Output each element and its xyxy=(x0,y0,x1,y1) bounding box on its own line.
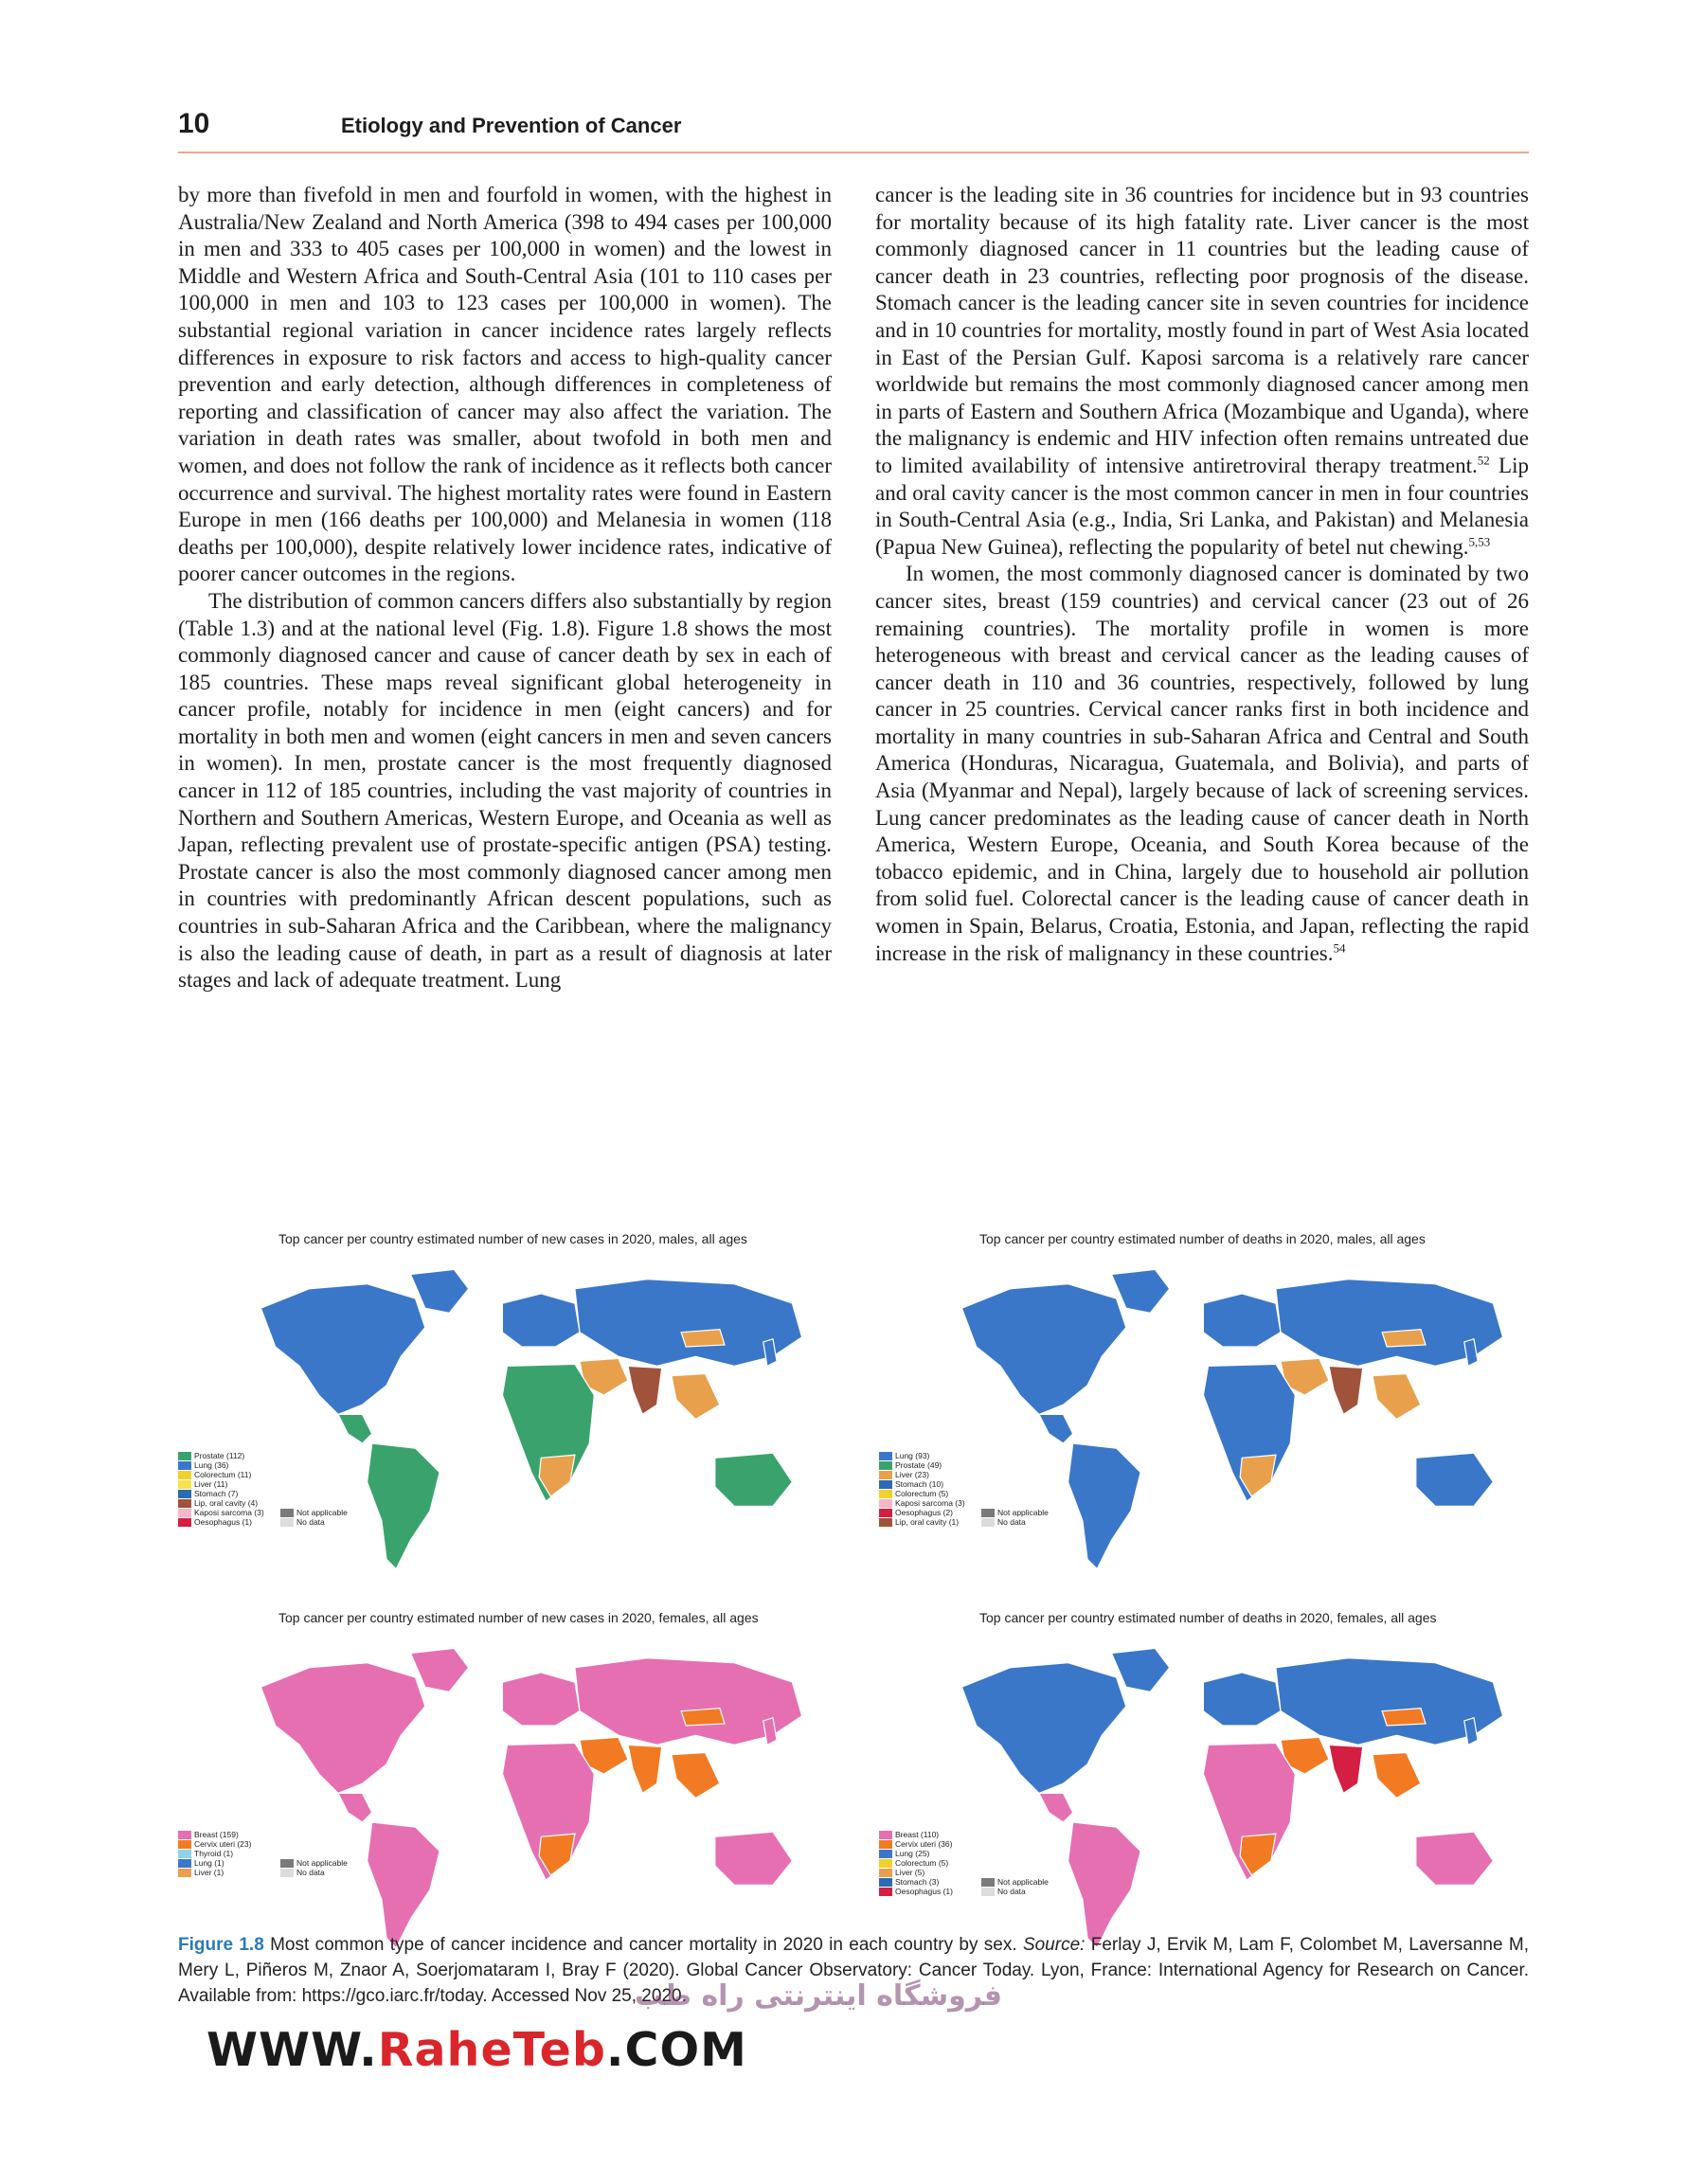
legend-label: Not applicable xyxy=(296,1858,348,1868)
country-region-greenland xyxy=(411,1269,469,1313)
legend-item xyxy=(879,1451,965,1460)
legend-swatch xyxy=(981,1509,995,1517)
legend-label: Oesophagus (1) xyxy=(895,1887,953,1896)
legend-swatch xyxy=(280,1509,294,1517)
legend-swatch xyxy=(280,1859,294,1868)
country-region-southeast-asia xyxy=(1373,1374,1421,1420)
legend-swatch xyxy=(879,1888,892,1896)
legend-item xyxy=(280,1868,348,1877)
legend-swatch xyxy=(879,1471,892,1479)
country-region-south-america xyxy=(368,1822,440,1948)
legend-item xyxy=(178,1517,264,1527)
country-region-mongolia xyxy=(681,1709,725,1726)
legend-item xyxy=(879,1479,965,1489)
country-region-mongolia xyxy=(1382,1330,1426,1347)
legend-label: Not applicable xyxy=(997,1877,1049,1887)
map-legend-extra xyxy=(280,1508,348,1527)
country-region-southeast-asia xyxy=(1373,1753,1421,1799)
legend-swatch xyxy=(879,1518,892,1527)
country-region-north-america xyxy=(961,1663,1125,1794)
legend-item xyxy=(178,1508,264,1517)
legend-swatch xyxy=(879,1452,892,1460)
legend-label: Lung (25) xyxy=(895,1849,930,1858)
legend-item xyxy=(879,1489,965,1498)
legend-label: Colorectum (5) xyxy=(895,1858,949,1868)
country-region-greenland xyxy=(1112,1269,1170,1313)
legend-swatch xyxy=(280,1518,294,1527)
caption-source-text: Ferlay J, Ervik M, Lam F, Colombet M, Laversanne M, Mery L, Piñeros M, Znaor A, Soerjomataram I, Bray F (2020). Global Cancer Observatory: Cancer Today. Lyon, France: International Agency for Research on Cancer. Available from: https://gco.iarc.fr/today. Accessed Nov 25, 2020. xyxy=(178,1935,1529,2006)
map-title: Top cancer per country estimated number of deaths in 2020, females, all ages xyxy=(979,1610,1437,1625)
world-map xyxy=(174,1610,837,1960)
paragraph: by more than fivefold in men and fourfold in women, with the highest in Australia/New Zealand and North America (398 to 494 cases per 100,000 in men and 333 to 405 cases per 100,000 in women) and the lowest in Middle and Western Africa and South-Central Asia (101 to 110 cases per 100,000 in men and 103 to 123 cases per 100,000 in women). The substantial regional variation in cancer incidence rates largely reflects differences in exposure to risk factors and access to high-quality cancer prevention and early detection, although differences in completeness of reporting and classification of cancer may also affect the variation. The variation in death rates was smaller, about twofold in both men and women, and does not follow the rank of incidence as it reflects both cancer occurrence and survival. The highest mortality rates were found in Eastern Europe in men (166 deaths per 100,000) and Melanesia in women (118 deaths per 100,000), despite relatively lower incidence rates, indicative of poorer cancer outcomes in the regions. xyxy=(178,183,832,586)
country-region-australia xyxy=(715,1453,793,1506)
legend-swatch xyxy=(178,1840,191,1849)
figure-label: Figure 1.8 xyxy=(178,1935,264,1955)
legend-label: Prostate (49) xyxy=(895,1460,942,1470)
legend-item xyxy=(178,1460,264,1470)
country-region-australia xyxy=(1416,1832,1494,1885)
legend-item xyxy=(178,1849,251,1858)
country-region-central-america xyxy=(338,1793,372,1822)
legend-label: Stomach (3) xyxy=(895,1877,940,1887)
legend-swatch xyxy=(178,1461,191,1470)
world-map xyxy=(174,1231,837,1582)
legend-swatch xyxy=(879,1509,892,1517)
text-column-left xyxy=(178,182,832,994)
caption-text: Most common type of cancer incidence and cancer mortality in 2020 in each country by sex. xyxy=(270,1935,1023,1955)
legend-swatch xyxy=(280,1869,294,1877)
country-region-central-america xyxy=(338,1414,372,1443)
legend-item xyxy=(981,1508,1049,1517)
paragraph: The distribution of common cancers differs also substantially by region (Table 1.3) and at the national level (Fig. 1.8). Figure 1.8 shows the most commonly diagnosed cancer and cause of cancer death by sex in each of 185 countries. These maps reveal significant global heterogeneity in cancer profile, notably for incidence in men (eight cancers) and for mortality in both men and women (eight cancers in men and seven cancers in women). In men, prostate cancer is the most frequently diagnosed cancer in 112 of 185 countries, including the vast majority of countries in Northern and Southern Americas, Western Europe, and Oceania as well as Japan, reflecting prevalent use of prostate-specific antigen (PSA) testing. Prostate cancer is also the most commonly diagnosed cancer among men in countries with predominantly African descent populations, such as countries in sub-Saharan Africa and the Caribbean, where the malignancy is also the leading cause of death, in part as a result of diagnosis at later stages and lack of adequate treatment. Lung xyxy=(178,588,832,993)
country-region-south-asia xyxy=(1329,1366,1363,1414)
legend-label: Liver (1) xyxy=(194,1868,224,1877)
legend-item xyxy=(879,1830,953,1839)
reference-superscript: 52 xyxy=(1477,453,1490,468)
legend-item xyxy=(178,1830,251,1839)
legend-label: Stomach (10) xyxy=(895,1479,944,1489)
legend-swatch xyxy=(879,1869,892,1877)
text-column-right xyxy=(875,182,1529,967)
map-title: Top cancer per country estimated number of deaths in 2020, males, all ages xyxy=(979,1231,1426,1246)
legend-label: Lip, oral cavity (1) xyxy=(895,1517,960,1527)
legend-item xyxy=(879,1868,953,1877)
watermark-suffix: .COM xyxy=(605,2023,747,2077)
country-region-australia xyxy=(1416,1453,1494,1506)
legend-item xyxy=(178,1479,264,1489)
legend-label: Cervix uteri (36) xyxy=(895,1839,953,1849)
legend-item xyxy=(981,1517,1049,1527)
legend-swatch xyxy=(178,1859,191,1868)
legend-item xyxy=(178,1451,264,1460)
world-map xyxy=(875,1610,1538,1960)
legend-swatch xyxy=(879,1499,892,1508)
legend-swatch xyxy=(879,1831,892,1839)
legend-swatch xyxy=(879,1490,892,1498)
legend-label: Lung (93) xyxy=(895,1451,930,1460)
legend-label: Breast (110) xyxy=(895,1830,940,1839)
map-panel-incidence-males xyxy=(174,1231,837,1582)
map-title: Top cancer per country estimated number of new cases in 2020, males, all ages xyxy=(278,1231,747,1246)
legend-item xyxy=(879,1858,953,1868)
legend-swatch xyxy=(178,1490,191,1498)
reference-superscript: 54 xyxy=(1333,940,1346,955)
country-region-central-america xyxy=(1039,1414,1073,1443)
legend-item xyxy=(981,1887,1049,1896)
legend-swatch xyxy=(879,1461,892,1470)
legend-swatch xyxy=(178,1452,191,1460)
country-region-south-asia xyxy=(1329,1745,1363,1793)
legend-label: Oesophagus (2) xyxy=(895,1508,953,1517)
paragraph xyxy=(875,182,1529,561)
map-panel-mortality-females xyxy=(875,1610,1538,1960)
legend-item xyxy=(879,1498,965,1508)
legend-swatch xyxy=(178,1480,191,1489)
legend-label: Lung (1) xyxy=(194,1858,224,1868)
legend-label: Cervix uteri (23) xyxy=(194,1839,252,1849)
country-region-greenland xyxy=(1112,1648,1170,1692)
legend-label: Breast (159) xyxy=(194,1830,239,1839)
country-region-central-america xyxy=(1039,1793,1073,1822)
country-region-south-america xyxy=(1068,1822,1141,1948)
legend-item xyxy=(879,1470,965,1479)
paragraph-text: In women, the most commonly diagnosed cancer is dominated by two cancer sites, breast (159 countries) and cervical cancer (23 out of 26 remaining countries). The mortality profile in women is more heterogeneous with breast and cervical cancer as the leading causes of cancer death in 110 and 36 countries, respectively, followed by lung cancer in 25 countries. Cervical cancer ranks first in both incidence and mortality in many countries in sub-Saharan Africa and Central and South America (Honduras, Nicaragua, Guatemala, and Bolivia), and parts of Asia (Myanmar and Nepal), largely because of lack of screening services. Lung cancer predominates as the leading cause of cancer death in North America, Western Europe, Oceania, and South Korea because of the tobacco epidemic, and in China, largely due to household air pollution from solid fuel. Colorectal cancer is the leading cause of cancer death in women in Spain, Belarus, Croatia, Estonia, and Japan, reflecting the rapid increase in the risk of malignancy in these countries. xyxy=(875,562,1529,965)
legend-label: Kaposi sarcoma (3) xyxy=(895,1498,965,1508)
legend-swatch xyxy=(178,1850,191,1858)
country-region-north-america xyxy=(961,1284,1125,1415)
legend-item xyxy=(879,1460,965,1470)
legend-item xyxy=(280,1508,348,1517)
country-region-mongolia xyxy=(681,1330,725,1347)
country-region-south-america xyxy=(368,1443,440,1569)
watermark-brand: RaheTeb xyxy=(377,2023,606,2077)
legend-swatch xyxy=(178,1518,191,1527)
country-region-south-asia xyxy=(628,1745,662,1793)
legend-item xyxy=(879,1849,953,1858)
legend-item xyxy=(280,1858,348,1868)
legend-swatch xyxy=(178,1499,191,1508)
legend-label: No data xyxy=(296,1868,325,1877)
legend-swatch xyxy=(981,1888,995,1896)
legend-label: Stomach (7) xyxy=(194,1489,239,1498)
legend-label: Prostate (112) xyxy=(194,1451,245,1460)
legend-item xyxy=(879,1517,965,1527)
legend-swatch xyxy=(981,1518,995,1527)
legend-label: Kaposi sarcoma (3) xyxy=(194,1508,264,1517)
legend-label: Liver (23) xyxy=(895,1470,929,1479)
watermark-url[interactable] xyxy=(206,2023,747,2077)
country-region-south-asia xyxy=(628,1366,662,1414)
legend-label: Liver (11) xyxy=(194,1479,228,1489)
country-region-europe xyxy=(1203,1294,1281,1347)
legend-item xyxy=(879,1508,965,1517)
map-legend xyxy=(879,1830,953,1896)
legend-item xyxy=(178,1858,251,1868)
reference-superscript: 5,53 xyxy=(1468,534,1491,549)
country-region-north-america xyxy=(260,1663,424,1794)
legend-swatch xyxy=(879,1480,892,1489)
legend-item xyxy=(879,1877,953,1887)
legend-swatch xyxy=(178,1509,191,1517)
legend-swatch xyxy=(879,1850,892,1858)
legend-item xyxy=(178,1470,264,1479)
legend-item xyxy=(178,1868,251,1877)
legend-swatch xyxy=(879,1859,892,1868)
country-region-europe xyxy=(502,1673,580,1726)
legend-label: Colorectum (5) xyxy=(895,1489,949,1498)
country-region-north-america xyxy=(260,1284,424,1415)
legend-swatch xyxy=(178,1869,191,1877)
legend-swatch xyxy=(178,1831,191,1839)
legend-item xyxy=(178,1489,264,1498)
running-title: Etiology and Prevention of Cancer xyxy=(341,114,682,137)
legend-swatch xyxy=(981,1878,995,1887)
legend-label: Not applicable xyxy=(997,1508,1049,1517)
world-map xyxy=(875,1231,1538,1582)
country-region-australia xyxy=(715,1832,793,1885)
legend-label: Lip, oral cavity (4) xyxy=(194,1498,259,1508)
legend-item xyxy=(879,1839,953,1849)
legend-swatch xyxy=(879,1878,892,1887)
page-number: 10 xyxy=(178,108,210,139)
country-region-mongolia xyxy=(1382,1709,1426,1726)
legend-label: Oesophagus (1) xyxy=(194,1517,252,1527)
legend-swatch xyxy=(879,1840,892,1849)
legend-label: No data xyxy=(997,1887,1026,1896)
caption-source-label: Source: xyxy=(1022,1935,1086,1955)
country-region-europe xyxy=(1203,1673,1281,1726)
paragraph-text: Lip and oral cavity cancer is the most common cancer in men in four countries in South-Central Asia (e.g., India, Sri Lanka, and Pakistan) and Melanesia (Papua New Guinea), reflecting the popularity of betel nut chewing. xyxy=(875,453,1529,559)
watermark-prefix: WWW. xyxy=(206,2023,378,2077)
legend-label: No data xyxy=(296,1517,325,1527)
legend-label: Liver (5) xyxy=(895,1868,925,1877)
map-legend xyxy=(879,1451,965,1527)
country-region-southeast-asia xyxy=(672,1374,720,1420)
legend-item xyxy=(981,1877,1049,1887)
legend-label: Thyroid (1) xyxy=(194,1849,234,1858)
map-title: Top cancer per country estimated number of new cases in 2020, females, all ages xyxy=(278,1610,759,1625)
country-region-southeast-asia xyxy=(672,1753,720,1799)
legend-item xyxy=(178,1498,264,1508)
legend-label: Lung (36) xyxy=(194,1460,229,1470)
running-header xyxy=(178,106,1529,153)
paragraph xyxy=(875,561,1529,967)
map-panel-mortality-males xyxy=(875,1231,1538,1582)
paragraph-text: cancer is the leading site in 36 countries for incidence but in 93 countries for mortality because of its high fatality rate. Liver cancer is the most commonly diagnosed cancer in 11 countries but the leading cause of cancer death in 23 countries, reflecting poor prognosis of the disease. Stomach cancer is the leading cancer site in seven countries for incidence and in 10 countries for mortality, mostly found in part of West Asia located in East of the Persian Gulf. Kaposi sarcoma is a relatively rare cancer worldwide but remains the most commonly diagnosed cancer among men in parts of Eastern and Southern Africa (Mozambique and Uganda), where the malignancy is endemic and HIV infection often remains untreated due to limited availability of intensive antiretroviral therapy treatment. xyxy=(875,183,1529,477)
legend-swatch xyxy=(178,1471,191,1479)
legend-label: Not applicable xyxy=(296,1508,348,1517)
legend-label: Colorectum (11) xyxy=(194,1470,252,1479)
watermark-persian: فروشگاه اینترنتی راه طب xyxy=(635,1979,1003,2013)
map-legend xyxy=(178,1451,264,1527)
legend-label: No data xyxy=(997,1517,1026,1527)
country-region-south-america xyxy=(1068,1443,1141,1569)
legend-item xyxy=(280,1517,348,1527)
map-legend-extra xyxy=(280,1858,348,1877)
legend-item xyxy=(178,1839,251,1849)
legend-item xyxy=(879,1887,953,1896)
map-panel-incidence-females xyxy=(174,1610,837,1960)
country-region-europe xyxy=(502,1294,580,1347)
map-legend xyxy=(178,1830,251,1877)
country-region-greenland xyxy=(411,1648,469,1692)
map-legend-extra xyxy=(981,1877,1049,1896)
map-legend-extra xyxy=(981,1508,1049,1527)
